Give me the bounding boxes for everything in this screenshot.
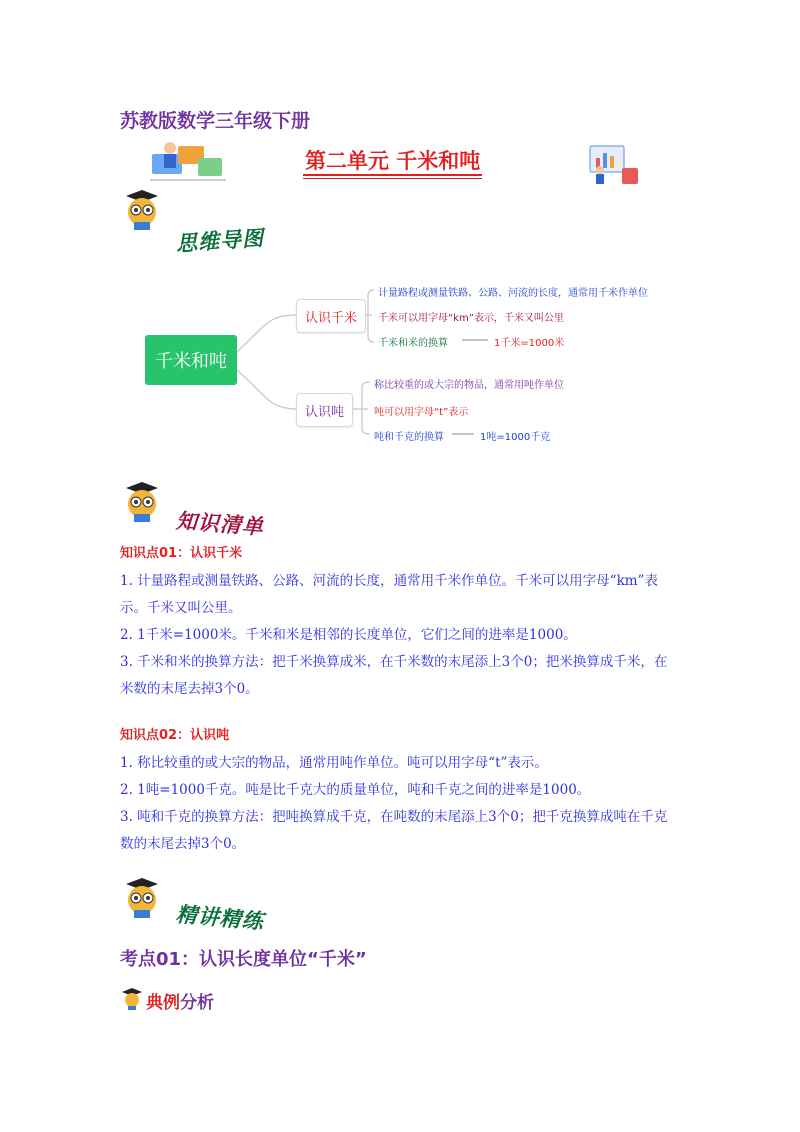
mindmap-leaf: 计量路程或测量铁路、公路、河流的长度，通常用千米作单位 (378, 288, 648, 299)
knowledge-point-body (120, 750, 680, 858)
mindmap-leaf: 吨和千克的换算 (374, 432, 444, 443)
section-mindmap-label: 思维导图 (175, 225, 265, 257)
mindmap-leaf-result: 1吨=1000千克 (480, 432, 551, 443)
mindmap-leaf: 千米和米的换算 (378, 338, 448, 349)
mindmap-leaf: 千米可以用字母“km”表示，千米又叫公里 (378, 313, 564, 324)
mindmap-leaf: 吨可以用字母“t”表示 (374, 407, 469, 418)
mindmap-leaf-result: 1千米=1000米 (494, 338, 565, 349)
book-title: 苏教版数学三年级下册 (120, 110, 311, 132)
knowledge-paragraph: 2. 1千米=1000米。千米和米是相邻的长度单位，它们之间的进率是1000。 (120, 627, 577, 643)
analysis-label: 分析 (180, 993, 214, 1013)
mindmap-leaf: 称比较重的或大宗的物品，通常用吨作单位 (374, 380, 564, 391)
knowledge-paragraph: 1. 计量路程或测量铁路、公路、河流的长度，通常用千米作单位。千米可以用字母“km”表示。千米又叫公里。 (120, 573, 658, 616)
knowledge-point-title: 知识点02：认识吨 (120, 728, 230, 743)
knowledge-point-title: 知识点01：认识千米 (120, 546, 243, 561)
unit-title: 第二单元 千米和吨 (303, 148, 482, 176)
trophy-mascot-icon (120, 986, 144, 1010)
knowledge-paragraph: 3. 千米和米的换算方法：把千米换算成米，在千米数的末尾添上3个0；把米换算成千米，在米数的末尾去掉3个0。 (120, 654, 668, 697)
owl-mascot-icon (120, 876, 164, 920)
knowledge-paragraph: 2. 1吨=1000千克。吨是比千克大的质量单位，吨和千克之间的进率是1000。 (120, 782, 591, 798)
owl-mascot-icon (120, 480, 164, 524)
knowledge-paragraph: 3. 吨和千克的换算方法：把吨换算成千克，在吨数的末尾添上3个0；把千克换算成吨在千克数的末尾去掉3个0。 (120, 809, 668, 852)
example-analysis-label (146, 988, 214, 1013)
knowledge-point-body (120, 568, 680, 703)
mindmap-root-node: 千米和吨 (145, 335, 237, 385)
section-explain-label: 精讲精练 (175, 902, 265, 934)
mindmap-branch-km: 认识千米 (296, 299, 366, 333)
example-label: 典例 (146, 993, 180, 1013)
mindmap-branch-ton: 认识吨 (296, 393, 353, 427)
section-knowledge-label: 知识清单 (175, 508, 265, 540)
knowledge-paragraph: 1. 称比较重的或大宗的物品，通常用吨作单位。吨可以用字母“t”表示。 (120, 755, 548, 771)
exam-point-title: 考点01：认识长度单位“千米” (120, 949, 367, 970)
